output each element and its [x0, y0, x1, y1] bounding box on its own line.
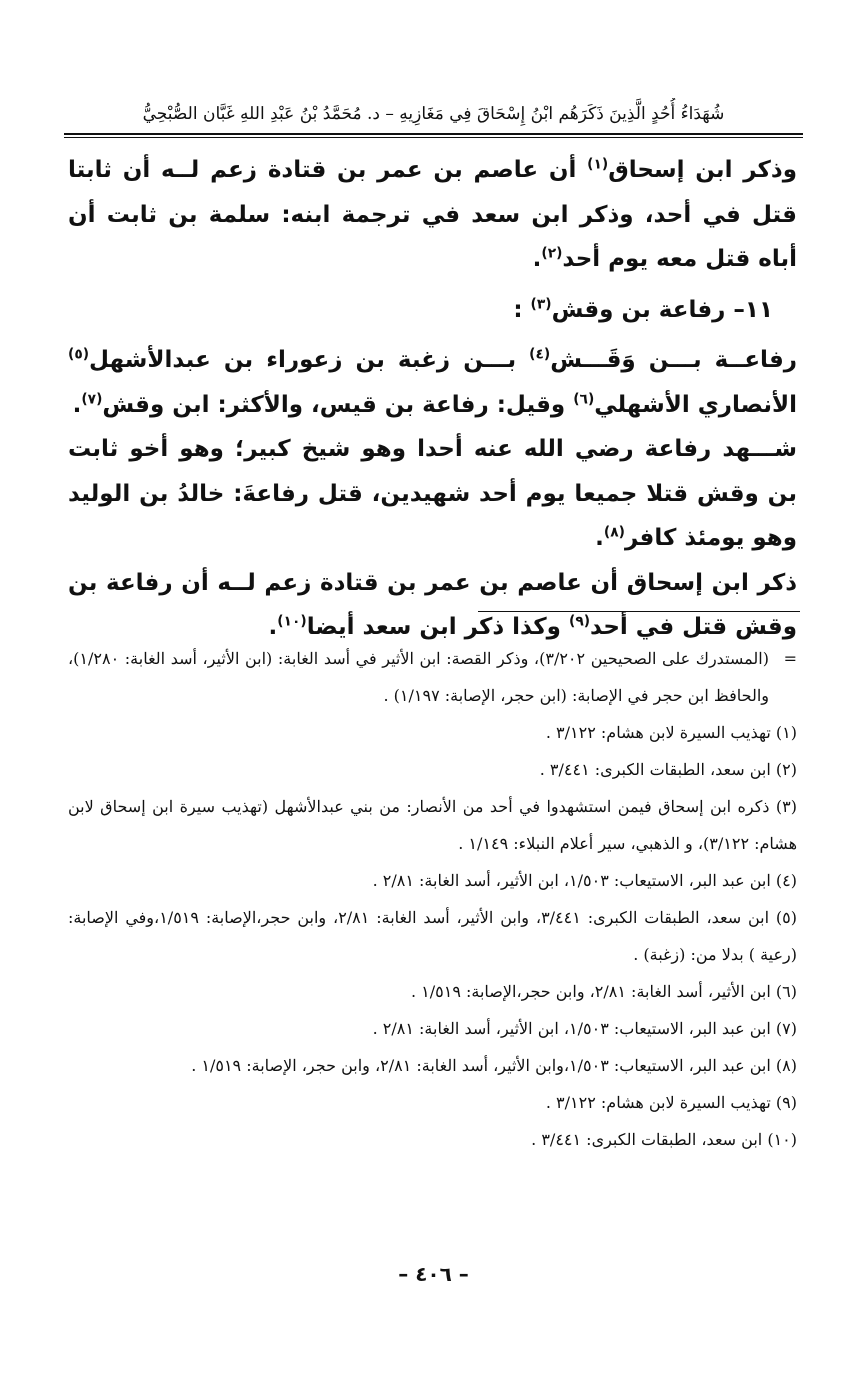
- footnote-ref-9[interactable]: (٩): [569, 613, 591, 630]
- footnote-10: (١٠) ابن سعد، الطبقات الكبرى: ٣/٤٤١ .: [531, 1130, 797, 1149]
- footnote-ref-6[interactable]: (٦): [573, 390, 595, 407]
- footnote-ref-4[interactable]: (٤): [529, 346, 551, 363]
- text-run: :: [513, 296, 531, 323]
- paragraph-3: [68, 427, 797, 561]
- text-run: شـــهد رفاعة رضي الله عنه أحدا وهو شيخ كبير؛ وهو أخو ثابت بن وقش قتلا جميعا يوم أحد شهيدين، قتل رفاعةَ: خالدُ بن الوليد وهو يومئذ كافر: [68, 436, 797, 551]
- footnote-continuation: [68, 640, 797, 714]
- footnote-7: (٧) ابن عبد البر، الاستيعاب: ١/٥٠٣، ابن الأثير، أسد الغابة: ٢/٨١ .: [372, 1019, 797, 1038]
- footnote-text: (المستدرك على الصحيحين ٣/٢٠٢)، وذكر القصة: ابن الأثير في أسد الغابة: (ابن الأثير، أسد الغابة: ١/٢٨٠)، والحافظ ابن حجر في الإصابة: (ابن حجر، الإصابة: ١/١٩٧) .: [68, 649, 769, 705]
- footnote-ref-1[interactable]: (١): [587, 156, 609, 173]
- main-text: [68, 148, 797, 650]
- footnote-3: (٣) ذكره ابن إسحاق فيمن استشهدوا في أحد من الأنصار: من بني عبدالأشهل (تهذيب سيرة ابن إسحاق لابن هشام: ٣/١٢٢)، و الذهبي، سير أعلام النبلاء: ١/١٤٩ .: [68, 797, 798, 853]
- footnote-2: (٢) ابن سعد، الطبقات الكبرى: ٣/٤٤١ .: [539, 760, 797, 779]
- footnote-ref-5[interactable]: (٥): [68, 346, 90, 363]
- footnote-ref-10[interactable]: (١٠): [277, 613, 307, 630]
- footnote-5: (٥) ابن سعد، الطبقات الكبرى: ٣/٤٤١، وابن الأثير، أسد الغابة: ٢/٨١، وابن حجر،الإصابة: ١/٥١٩،وفي الإصابة: (رعية ) بدلا من: (زغبة) .: [68, 908, 798, 964]
- text-run: وذكر ابن إسحاق: [608, 157, 798, 183]
- footnotes: [68, 640, 797, 1158]
- paragraph-1: [68, 148, 797, 282]
- text-run: وقيل: رفاعة بن قيس، والأكثر: ابن وقش: [102, 391, 574, 418]
- text-run: الأنصاري الأشهلي: [594, 391, 797, 418]
- text-run: ذكر ابن إسحاق أن عاصم بن عمر بن قتادة زعم لــه أن رفاعة بن وقش قتل في أحد: [68, 569, 797, 640]
- paragraph-4: [68, 561, 797, 650]
- continuation-mark: =: [783, 649, 797, 668]
- footnote-1: (١) تهذيب السيرة لابن هشام: ٣/١٢٢ .: [545, 723, 797, 742]
- header-rule: [64, 133, 803, 138]
- text-run: أن عاصم بن عمر بن قتادة زعم لــه أن ثابتا قتل في أحد، وذكر ابن سعد في ترجمة ابنه: سلمة بن ثابت أن أباه قتل معه يوم أحد: [68, 157, 797, 272]
- text-run: .: [72, 391, 82, 418]
- paragraph-2: [68, 338, 797, 427]
- footnote-ref-8[interactable]: (٨): [603, 524, 625, 541]
- footnote-ref-3[interactable]: (٣): [530, 295, 552, 312]
- footnote-4: (٤) ابن عبد البر، الاستيعاب: ١/٥٠٣، ابن الأثير، أسد الغابة: ٢/٨١ .: [372, 871, 797, 890]
- running-header: شُهَدَاءُ أُحُدٍ الَّذِينَ ذَكَرَهُم ابْنُ إِسْحَاقَ فِي مَغَازِيهِ – د. مُحَمَّدُ بْنُ عَبْدِ اللهِ غَبَّان الصُّبْحِيُّ: [142, 104, 725, 124]
- footnote-ref-7[interactable]: (٧): [81, 390, 103, 407]
- heading-text: ١١– رفاعة بن وقش: [551, 296, 773, 323]
- text-run: .: [268, 614, 278, 640]
- footnote-9: (٩) تهذيب السيرة لابن هشام: ٣/١٢٢ .: [545, 1093, 797, 1112]
- footnote-8: (٨) ابن عبد البر، الاستيعاب: ١/٥٠٣،وابن الأثير، أسد الغابة: ٢/٨١، وابن حجر، الإصابة: ١/٥١٩ .: [191, 1056, 797, 1075]
- text-run: .: [595, 525, 604, 551]
- section-heading: [68, 288, 797, 333]
- footnote-6: (٦) ابن الأثير، أسد الغابة: ٢/٨١، وابن حجر،الإصابة: ١/٥١٩ .: [410, 982, 797, 1001]
- footnote-separator: [478, 611, 800, 612]
- text-run: وكذا ذكر ابن سعد أيضا: [306, 614, 569, 640]
- text-run: رفاعــة بـــن وَقَـــش: [550, 347, 797, 373]
- page-number: – ٤٠٦ –: [398, 1262, 469, 1286]
- footnote-ref-2[interactable]: (٢): [541, 245, 563, 262]
- text-run: .: [532, 246, 542, 272]
- text-run: بـــن زغبة بن زعوراء بن عبدالأشهل: [89, 347, 530, 373]
